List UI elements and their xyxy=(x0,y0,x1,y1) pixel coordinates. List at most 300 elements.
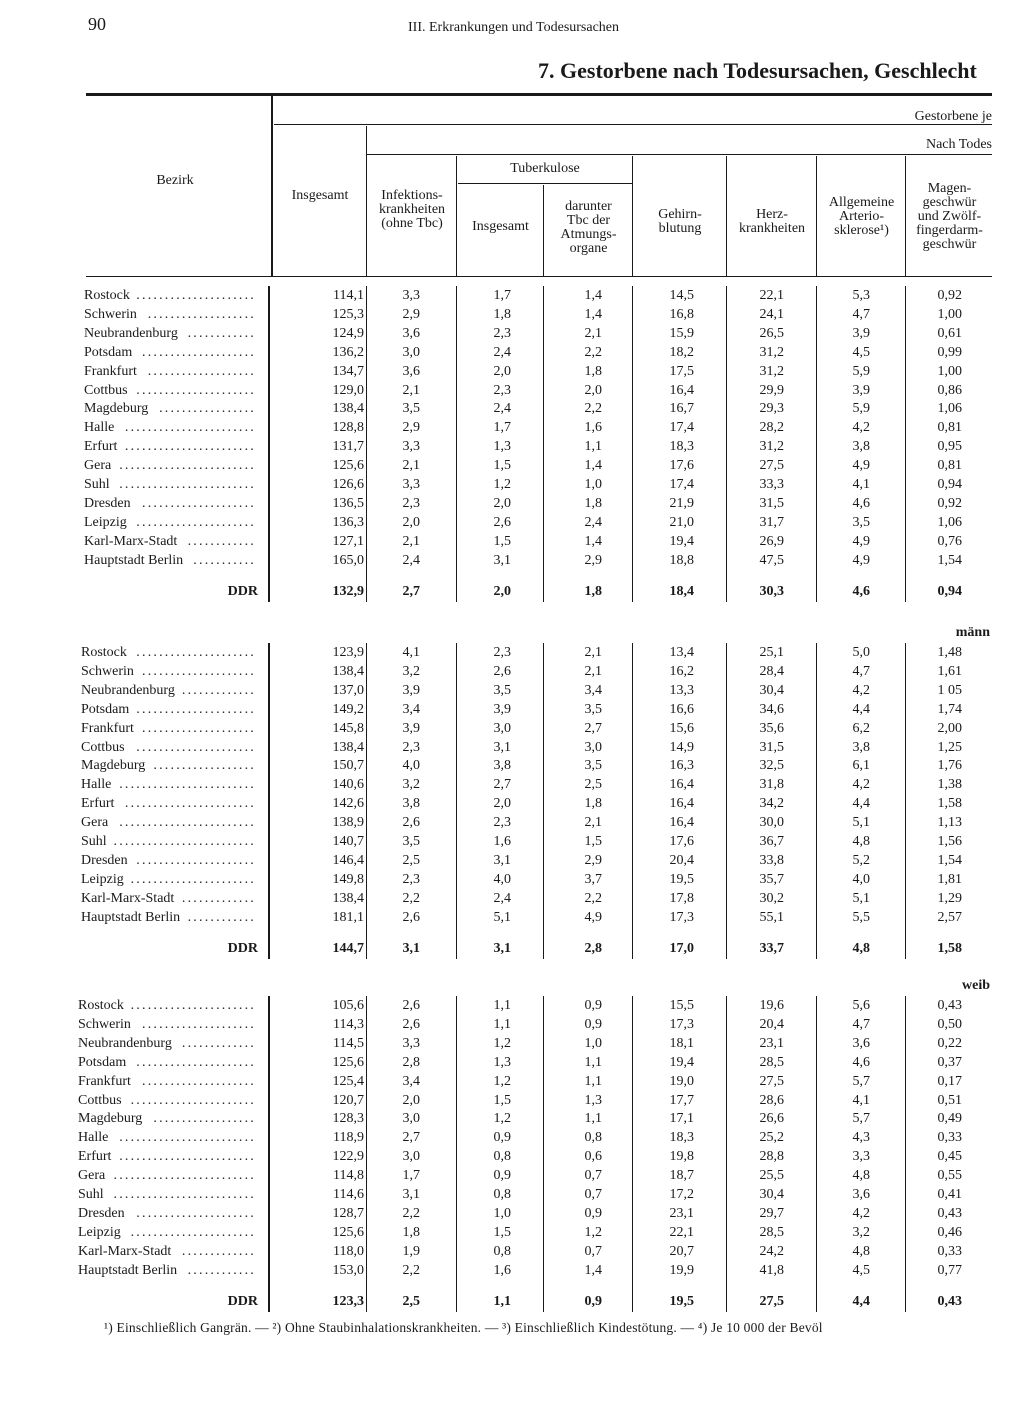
district-name: Potsdam xyxy=(81,701,130,717)
district-name: Gera xyxy=(78,1168,106,1184)
header-tbc-darunter-line-2: Tbc der xyxy=(566,213,611,228)
table-cell: 4,8 xyxy=(852,1243,870,1259)
table-cell: 19,9 xyxy=(669,1262,694,1278)
table-cell: 3,0 xyxy=(402,1149,420,1165)
column-divider xyxy=(816,996,817,1312)
table-cell: 2,3 xyxy=(493,325,511,341)
column-divider xyxy=(456,286,457,602)
table-cell: 1,5 xyxy=(493,533,511,549)
table-cell: 26,9 xyxy=(759,533,784,549)
table-cell: 4,8 xyxy=(852,834,870,849)
column-divider xyxy=(632,286,633,602)
table-cell: 17,3 xyxy=(669,1016,694,1032)
leader-dots: ..................... xyxy=(136,288,256,303)
district-name: Hauptstadt Berlin xyxy=(81,909,181,925)
table-cell: 3,5 xyxy=(402,834,420,849)
leader-dots: .................... xyxy=(142,1073,256,1089)
table-cell: 4,9 xyxy=(852,533,870,549)
table-cell: 4,2 xyxy=(852,420,870,436)
table-cell: 3,3 xyxy=(402,288,420,303)
table-cell: 5,1 xyxy=(852,815,870,831)
table-cell: 4,7 xyxy=(852,663,870,679)
table-cell: 2,0 xyxy=(402,514,420,530)
leader-dots: ............. xyxy=(181,1035,256,1051)
leader-dots: ........................ xyxy=(119,777,256,793)
total-cell: 18,4 xyxy=(669,583,694,599)
table-cell: 4,1 xyxy=(402,645,420,660)
table-cell: 36,7 xyxy=(759,834,784,849)
table-cell: 3,8 xyxy=(852,439,870,455)
table-cell: 2,0 xyxy=(402,1092,420,1108)
district-name: Cottbus xyxy=(78,1092,122,1108)
column-divider xyxy=(632,996,633,1312)
table-cell: 25,1 xyxy=(759,645,784,660)
table-cell: 2,9 xyxy=(584,852,602,868)
table-cell: 2,1 xyxy=(584,815,602,831)
header-rule-nach-todes xyxy=(366,154,992,155)
table-cell: 2,7 xyxy=(402,1130,420,1146)
table-cell: 2,6 xyxy=(402,998,420,1013)
total-cell: 2,0 xyxy=(493,583,511,599)
table-cell: 4,6 xyxy=(852,495,870,511)
table-cell: 19,4 xyxy=(669,1054,694,1070)
table-cell: 3,9 xyxy=(402,720,420,736)
table-cell: 0,17 xyxy=(937,1073,962,1089)
table-cell: 2,8 xyxy=(402,1054,420,1070)
leader-dots: .................... xyxy=(142,720,256,736)
total-cell: 144,7 xyxy=(332,940,364,956)
table-cell: 3,9 xyxy=(402,682,420,698)
table-cell: 2,2 xyxy=(402,890,420,906)
table-cell: 4,2 xyxy=(852,682,870,698)
table-cell: 2,1 xyxy=(402,533,420,549)
district-name: Gera xyxy=(84,458,112,474)
table-cell: 6,1 xyxy=(852,758,870,774)
district-name: Karl-Marx-Stadt xyxy=(84,533,178,549)
table-cell: 3,5 xyxy=(584,758,602,774)
table-cell: 1,29 xyxy=(937,890,962,906)
table-cell: 4,4 xyxy=(852,701,870,717)
total-row-label: DDR xyxy=(227,1293,258,1309)
table-cell: 0,43 xyxy=(937,1205,962,1221)
table-cell: 4,9 xyxy=(852,458,870,474)
table-cell: 1,5 xyxy=(493,1092,511,1108)
table-cell: 1,38 xyxy=(937,777,962,793)
header-infektion-line-2: krankheiten xyxy=(378,202,446,217)
table-cell: 29,7 xyxy=(759,1205,784,1221)
district-name: Neubrandenburg xyxy=(81,682,175,698)
table-cell: 0,7 xyxy=(584,1168,602,1184)
table-cell: 0,9 xyxy=(584,1205,602,1221)
table-cell: 31,5 xyxy=(759,739,784,755)
table-cell: 30,4 xyxy=(759,682,784,698)
table-cell: 28,2 xyxy=(759,420,784,436)
table-cell: 1,56 xyxy=(937,834,962,849)
table-cell: 149,8 xyxy=(332,871,364,887)
leader-dots: ............ xyxy=(187,1262,256,1278)
table-cell: 0,49 xyxy=(937,1111,962,1127)
table-cell: 114,6 xyxy=(333,1187,364,1202)
table-cell: 1,2 xyxy=(493,1111,511,1127)
table-cell: 0,33 xyxy=(937,1130,962,1146)
table-cell: 0,99 xyxy=(937,344,962,360)
table-cell: 140,6 xyxy=(332,777,364,793)
column-divider xyxy=(632,643,633,959)
table-cell: 0,7 xyxy=(584,1187,602,1202)
table-cell: 3,5 xyxy=(493,682,511,698)
table-cell: 0,8 xyxy=(493,1187,511,1202)
leader-dots: ........................ xyxy=(119,477,256,492)
table-cell: 2,4 xyxy=(493,890,511,906)
table-cell: 0,8 xyxy=(584,1130,602,1146)
table-cell: 127,1 xyxy=(332,533,364,549)
table-cell: 19,8 xyxy=(669,1149,694,1165)
table-cell: 1,4 xyxy=(584,288,602,303)
table-cell: 4,0 xyxy=(493,871,511,887)
table-cell: 1,1 xyxy=(493,998,511,1013)
district-name: Frankfurt xyxy=(78,1073,131,1089)
table-cell: 30,4 xyxy=(759,1187,784,1202)
table-cell: 2,6 xyxy=(493,514,511,530)
total-cell: 2,5 xyxy=(402,1293,420,1309)
table-cell: 3,8 xyxy=(493,758,511,774)
table-cell: 2,2 xyxy=(584,401,602,417)
leader-dots: ................... xyxy=(147,363,256,379)
table-cell: 3,2 xyxy=(402,663,420,679)
section-label: männ xyxy=(955,625,990,640)
table-cell: 13,3 xyxy=(669,682,694,698)
table-cell: 2,0 xyxy=(493,495,511,511)
table-cell: 14,9 xyxy=(669,739,694,755)
table-cell: 3,1 xyxy=(493,852,511,868)
table-cell: 0,92 xyxy=(937,288,962,303)
table-cell: 15,5 xyxy=(669,998,694,1013)
header-magen-line-2: geschwür xyxy=(922,195,977,210)
district-name: Halle xyxy=(81,777,112,793)
table-cell: 3,4 xyxy=(584,682,602,698)
table-cell: 2,4 xyxy=(493,344,511,360)
table-cell: 125,6 xyxy=(332,1224,364,1240)
leader-dots: ............ xyxy=(187,909,256,925)
table-cell: 0,94 xyxy=(937,477,962,492)
table-cell: 1,5 xyxy=(584,834,602,849)
table-cell: 114,1 xyxy=(333,288,364,303)
table-cell: 142,6 xyxy=(332,796,364,812)
header-tbc-insgesamt: Insgesamt xyxy=(472,219,529,234)
leader-dots: ..................... xyxy=(136,739,256,755)
leader-dots: ........................ xyxy=(119,815,256,831)
table-cell: 138,4 xyxy=(332,401,364,417)
table-cell: 47,5 xyxy=(759,552,784,568)
table-cell: 0,92 xyxy=(937,495,962,511)
table-cell: 34,6 xyxy=(759,701,784,717)
district-name: Erfurt xyxy=(78,1149,112,1165)
column-divider xyxy=(543,996,544,1312)
table-cell: 18,7 xyxy=(669,1168,694,1184)
column-divider xyxy=(726,996,727,1312)
table-cell: 17,1 xyxy=(669,1111,694,1127)
table-cell: 0,95 xyxy=(937,439,962,455)
header-rule-tuberkulose xyxy=(458,183,632,184)
table-cell: 33,3 xyxy=(759,477,784,492)
table-cell: 3,8 xyxy=(852,739,870,755)
district-name: Erfurt xyxy=(84,439,118,455)
header-infektion xyxy=(368,189,456,231)
header-rule-gestorbene xyxy=(274,124,992,125)
table-cell: 1,6 xyxy=(493,1262,511,1278)
leader-dots: ......................... xyxy=(113,1187,256,1202)
table-cell: 1,81 xyxy=(937,871,962,887)
total-cell: 4,4 xyxy=(852,1293,870,1309)
district-name: Cottbus xyxy=(81,739,125,755)
total-row-label: DDR xyxy=(227,583,258,599)
table-cell: 28,6 xyxy=(759,1092,784,1108)
header-gehirn-line-1: Gehirn- xyxy=(658,207,702,222)
table-cell: 120,7 xyxy=(332,1092,364,1108)
header-divider-5 xyxy=(726,156,727,276)
table-cell: 3,4 xyxy=(402,701,420,717)
leader-dots: ............ xyxy=(187,533,256,549)
table-cell: 26,6 xyxy=(759,1111,784,1127)
table-cell: 21,9 xyxy=(669,495,694,511)
table-cell: 1,8 xyxy=(493,306,511,322)
header-magen-line-5: geschwür xyxy=(922,237,977,252)
stub-divider xyxy=(268,286,270,602)
table-cell: 1,7 xyxy=(402,1168,420,1184)
table-cell: 1 05 xyxy=(937,682,962,698)
column-divider xyxy=(726,643,727,959)
table-cell: 27,5 xyxy=(759,1073,784,1089)
table-cell: 19,4 xyxy=(669,533,694,549)
table-cell: 0,51 xyxy=(937,1092,962,1108)
table-cell: 2,3 xyxy=(402,739,420,755)
table-cell: 1,4 xyxy=(584,1262,602,1278)
leader-dots: ....................... xyxy=(124,796,256,812)
table-cell: 128,7 xyxy=(332,1205,364,1221)
table-cell: 129,0 xyxy=(332,382,364,398)
table-cell: 0,41 xyxy=(937,1187,962,1202)
column-divider xyxy=(456,996,457,1312)
table-cell: 2,2 xyxy=(584,890,602,906)
table-cell: 136,2 xyxy=(332,344,364,360)
table-cell: 118,0 xyxy=(333,1243,364,1259)
header-infektion-line-3: (ohne Tbc) xyxy=(381,216,443,231)
header-divider-7 xyxy=(905,156,906,276)
table-cell: 17,4 xyxy=(669,420,694,436)
leader-dots: .................. xyxy=(153,1111,256,1127)
total-cell: 123,3 xyxy=(332,1293,364,1309)
leader-dots: ......................... xyxy=(113,1168,256,1184)
table-cell: 4,2 xyxy=(852,1205,870,1221)
table-cell: 3,7 xyxy=(584,871,602,887)
table-cell: 23,1 xyxy=(669,1205,694,1221)
table-cell: 136,3 xyxy=(332,514,364,530)
table-cell: 18,3 xyxy=(669,439,694,455)
table-cell: 3,1 xyxy=(493,552,511,568)
table-cell: 4,7 xyxy=(852,306,870,322)
table-cell: 1,25 xyxy=(937,739,962,755)
table-cell: 5,1 xyxy=(852,890,870,906)
table-cell: 2,1 xyxy=(402,382,420,398)
table-cell: 3,8 xyxy=(402,796,420,812)
column-divider xyxy=(543,643,544,959)
leader-dots: ....................... xyxy=(124,420,256,436)
leader-dots: ........... xyxy=(193,552,256,568)
table-cell: 0,46 xyxy=(937,1224,962,1240)
leader-dots: ...................... xyxy=(130,1092,256,1108)
leader-dots: ..................... xyxy=(136,1054,256,1070)
header-gehirn-line-2: blutung xyxy=(658,221,702,236)
table-cell: 16,2 xyxy=(669,663,694,679)
table-cell: 17,8 xyxy=(669,890,694,906)
total-cell: 2,7 xyxy=(402,583,420,599)
district-name: Magdeburg xyxy=(84,401,149,417)
header-divider-2 xyxy=(456,156,457,276)
district-name: Erfurt xyxy=(81,796,115,812)
table-cell: 25,5 xyxy=(759,1168,784,1184)
table-cell: 34,2 xyxy=(759,796,784,812)
table-cell: 29,9 xyxy=(759,382,784,398)
header-gehirn xyxy=(634,208,726,236)
table-cell: 13,4 xyxy=(669,645,694,660)
table-cell: 20,4 xyxy=(759,1016,784,1032)
table-cell: 1,76 xyxy=(937,758,962,774)
table-cell: 5,0 xyxy=(852,645,870,660)
leader-dots: ............ xyxy=(187,325,256,341)
table-cell: 3,6 xyxy=(852,1187,870,1202)
table-cell: 1,1 xyxy=(584,1054,602,1070)
table-cell: 1,3 xyxy=(584,1092,602,1108)
district-name: Cottbus xyxy=(84,382,128,398)
header-bottom-rule xyxy=(86,276,992,277)
table-cell: 4,3 xyxy=(852,1130,870,1146)
total-cell: 4,8 xyxy=(852,940,870,956)
table-cell: 2,3 xyxy=(402,871,420,887)
header-infektion-line-1: Infektions- xyxy=(381,188,443,203)
column-divider xyxy=(905,996,906,1312)
total-cell: 1,8 xyxy=(584,583,602,599)
table-cell: 17,7 xyxy=(669,1092,694,1108)
table-cell: 2,4 xyxy=(493,401,511,417)
table-cell: 0,9 xyxy=(493,1168,511,1184)
table-cell: 28,5 xyxy=(759,1054,784,1070)
district-name: Hauptstadt Berlin xyxy=(78,1262,178,1278)
table-cell: 3,3 xyxy=(852,1149,870,1165)
page-number: 90 xyxy=(88,14,106,34)
table-cell: 4,7 xyxy=(852,1016,870,1032)
table-cell: 138,4 xyxy=(332,890,364,906)
table-cell: 1,5 xyxy=(493,1224,511,1240)
table-cell: 3,1 xyxy=(493,739,511,755)
table-cell: 1,1 xyxy=(584,1073,602,1089)
header-insgesamt: Insgesamt xyxy=(291,188,349,203)
title-rule xyxy=(86,93,992,96)
leader-dots: ...................... xyxy=(130,1224,256,1240)
table-cell: 1,00 xyxy=(937,306,962,322)
table-cell: 1,74 xyxy=(937,701,962,717)
table-cell: 31,5 xyxy=(759,495,784,511)
table-cell: 126,6 xyxy=(332,477,364,492)
table-cell: 2,0 xyxy=(584,382,602,398)
table-cell: 2,4 xyxy=(584,514,602,530)
table-cell: 0,45 xyxy=(937,1149,962,1165)
district-name: Potsdam xyxy=(84,344,133,360)
district-name: Rostock xyxy=(78,998,124,1013)
leader-dots: ............. xyxy=(181,890,256,906)
table-cell: 0,81 xyxy=(937,458,962,474)
header-gestorbene-je: Gestorbene je xyxy=(914,109,992,124)
header-divider-6 xyxy=(816,156,817,276)
table-cell: 1,00 xyxy=(937,363,962,379)
header-arterio-line-3: sklerose¹) xyxy=(834,223,889,238)
total-cell: 1,1 xyxy=(493,1293,511,1309)
table-cell: 5,9 xyxy=(852,363,870,379)
table-cell: 0,9 xyxy=(493,1130,511,1146)
header-tbc-darunter-line-3: Atmungs- xyxy=(560,227,617,242)
table-cell: 1,54 xyxy=(937,552,962,568)
table-cell: 5,3 xyxy=(852,288,870,303)
table-cell: 114,5 xyxy=(333,1035,364,1051)
table-cell: 146,4 xyxy=(332,852,364,868)
table-cell: 55,1 xyxy=(759,909,784,925)
column-divider xyxy=(905,286,906,602)
table-cell: 2,2 xyxy=(402,1205,420,1221)
header-herz xyxy=(728,208,816,236)
stub-divider xyxy=(268,996,270,1312)
table-cell: 0,7 xyxy=(584,1243,602,1259)
district-name: Potsdam xyxy=(78,1054,127,1070)
total-cell: 1,58 xyxy=(937,940,962,956)
table-cell: 2,3 xyxy=(402,495,420,511)
district-name: Frankfurt xyxy=(81,720,134,736)
column-divider xyxy=(366,286,367,602)
table-cell: 125,6 xyxy=(332,458,364,474)
section-label: weib xyxy=(962,978,990,993)
table-cell: 3,0 xyxy=(402,344,420,360)
table-cell: 3,0 xyxy=(584,739,602,755)
table-cell: 3,5 xyxy=(584,701,602,717)
table-cell: 14,5 xyxy=(669,288,694,303)
table-cell: 128,8 xyxy=(332,420,364,436)
leader-dots: ...................... xyxy=(130,871,256,887)
table-cell: 15,9 xyxy=(669,325,694,341)
total-cell: 4,6 xyxy=(852,583,870,599)
table-cell: 28,5 xyxy=(759,1224,784,1240)
table-cell: 31,8 xyxy=(759,777,784,793)
table-cell: 0,81 xyxy=(937,420,962,436)
total-cell: 27,5 xyxy=(759,1293,784,1309)
table-cell: 3,6 xyxy=(852,1035,870,1051)
district-name: Suhl xyxy=(84,477,110,492)
table-cell: 145,8 xyxy=(332,720,364,736)
table-cell: 4,1 xyxy=(852,477,870,492)
table-cell: 1,3 xyxy=(493,1054,511,1070)
table-cell: 1,0 xyxy=(584,477,602,492)
header-tuberkulose: Tuberkulose xyxy=(510,161,580,176)
table-cell: 2,4 xyxy=(402,552,420,568)
total-cell: 0,9 xyxy=(584,1293,602,1309)
table-cell: 3,5 xyxy=(402,401,420,417)
table-cell: 165,0 xyxy=(332,552,364,568)
table-cell: 4,2 xyxy=(852,777,870,793)
column-divider xyxy=(816,286,817,602)
table-cell: 2,5 xyxy=(584,777,602,793)
table-cell: 2,9 xyxy=(402,420,420,436)
table-cell: 4,8 xyxy=(852,1168,870,1184)
district-name: Schwerin xyxy=(81,663,134,679)
table-cell: 138,9 xyxy=(332,815,364,831)
district-name: Hauptstadt Berlin xyxy=(84,552,184,568)
